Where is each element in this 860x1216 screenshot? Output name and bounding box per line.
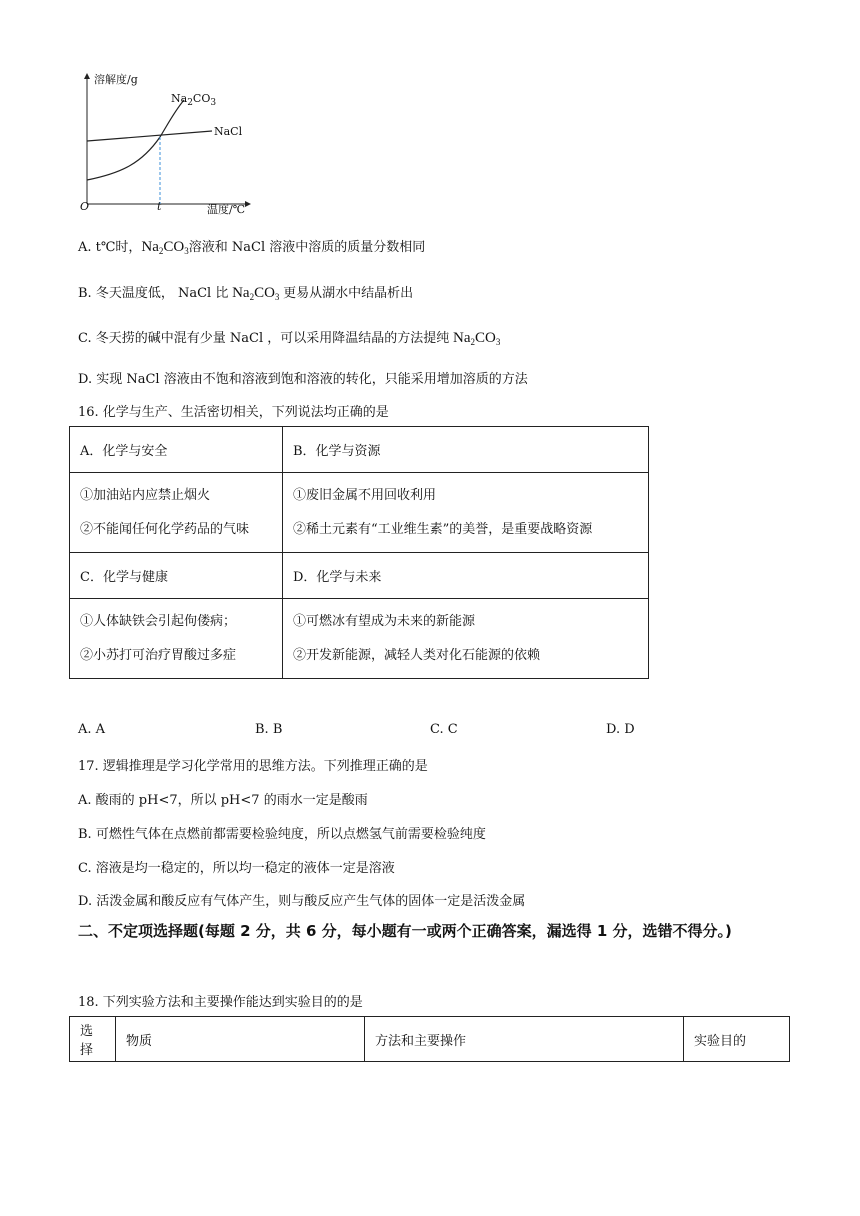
q17-stem: 17. 逻辑推理是学习化学常用的思维方法。下列推理正确的是	[78, 759, 428, 774]
q15-option-c: C. 冬天捞的碱中混有少量 NaCl ，可以采用降温结晶的方法提纯 $Na_2CO_3$	[78, 330, 501, 347]
q17-option-a: A. 酸雨的 pH<7，所以 pH<7 的雨水一定是酸雨	[78, 793, 368, 808]
cell-b-body: ①废旧金属不用回收利用 ②稀土元素有“工业维生素”的美誉，是重要战略资源	[283, 473, 649, 553]
q16-option-c: C. C	[430, 722, 458, 737]
cell-d-body: ①可燃冰有望成为未来的新能源 ②开发新能源，减轻人类对化石能源的依赖	[283, 599, 649, 679]
section-heading: 二、不定项选择题(每题 2 分，共 6 分，每小题有一或两个正确答案，漏选得 1 分，选错不得分。)	[78, 922, 732, 940]
q18-stem: 18. 下列实验方法和主要操作能达到实验目的的是	[78, 995, 363, 1010]
q17-option-d: D. 活泼金属和酸反应有气体产生，则与酸反应产生气体的固体一定是活泼金属	[78, 894, 526, 909]
t-label: t	[157, 200, 162, 213]
q15-option-b: B. 冬天温度低， NaCl 比 $Na_2CO_3$ 更易从湖水中结晶析出	[78, 285, 414, 302]
q17-option-c: C. 溶液是均一稳定的，所以均一稳定的液体一定是溶液	[78, 861, 395, 876]
q16-option-d: D. D	[606, 722, 635, 737]
x-axis-label: 温度/℃	[207, 203, 246, 216]
q15-option-a: A. t℃时，$Na_2CO_3$溶液和 NaCl 溶液中溶质的质量分数相同	[78, 239, 426, 256]
q17-option-b: B. 可燃性气体在点燃前都需要检验纯度，所以点燃氢气前需要检验纯度	[78, 827, 486, 842]
nacl-label: NaCl	[214, 125, 243, 138]
cell-c-body: ①人体缺铁会引起佝偻病； ②小苏打可治疗胃酸过多症	[70, 599, 283, 679]
q18-header-choice: 选择	[70, 1017, 116, 1062]
cell-c-head: C．化学与健康	[70, 553, 283, 599]
cell-d-head: D．化学与未来	[283, 553, 649, 599]
nacl-curve	[87, 131, 212, 141]
q18-table	[69, 1016, 790, 1062]
q16-stem: 16. 化学与生产、生活密切相关，下列说法均正确的是	[78, 405, 389, 420]
cell-a-head: A．化学与安全	[70, 427, 283, 473]
q16-table	[69, 426, 649, 679]
na2co3-label: $Na_2CO_3$	[171, 92, 217, 108]
origin-label: O	[80, 200, 90, 213]
y-axis-label: 溶解度/g	[94, 73, 138, 86]
q16-option-b: B. B	[255, 722, 283, 737]
q16-option-a: A. A	[78, 722, 106, 737]
q18-header-method: 方法和主要操作	[365, 1017, 684, 1062]
cell-b-head: B．化学与资源	[283, 427, 649, 473]
q18-header-purpose: 实验目的	[684, 1017, 790, 1062]
q15-option-d: D. 实现 NaCl 溶液由不饱和溶液到饱和溶液的转化，只能采用增加溶质的方法	[78, 372, 528, 387]
cell-a-body: ①加油站内应禁止烟火 ②不能闻任何化学药品的气味	[70, 473, 283, 553]
solubility-graph	[72, 68, 262, 218]
q18-header-substance: 物质	[116, 1017, 365, 1062]
